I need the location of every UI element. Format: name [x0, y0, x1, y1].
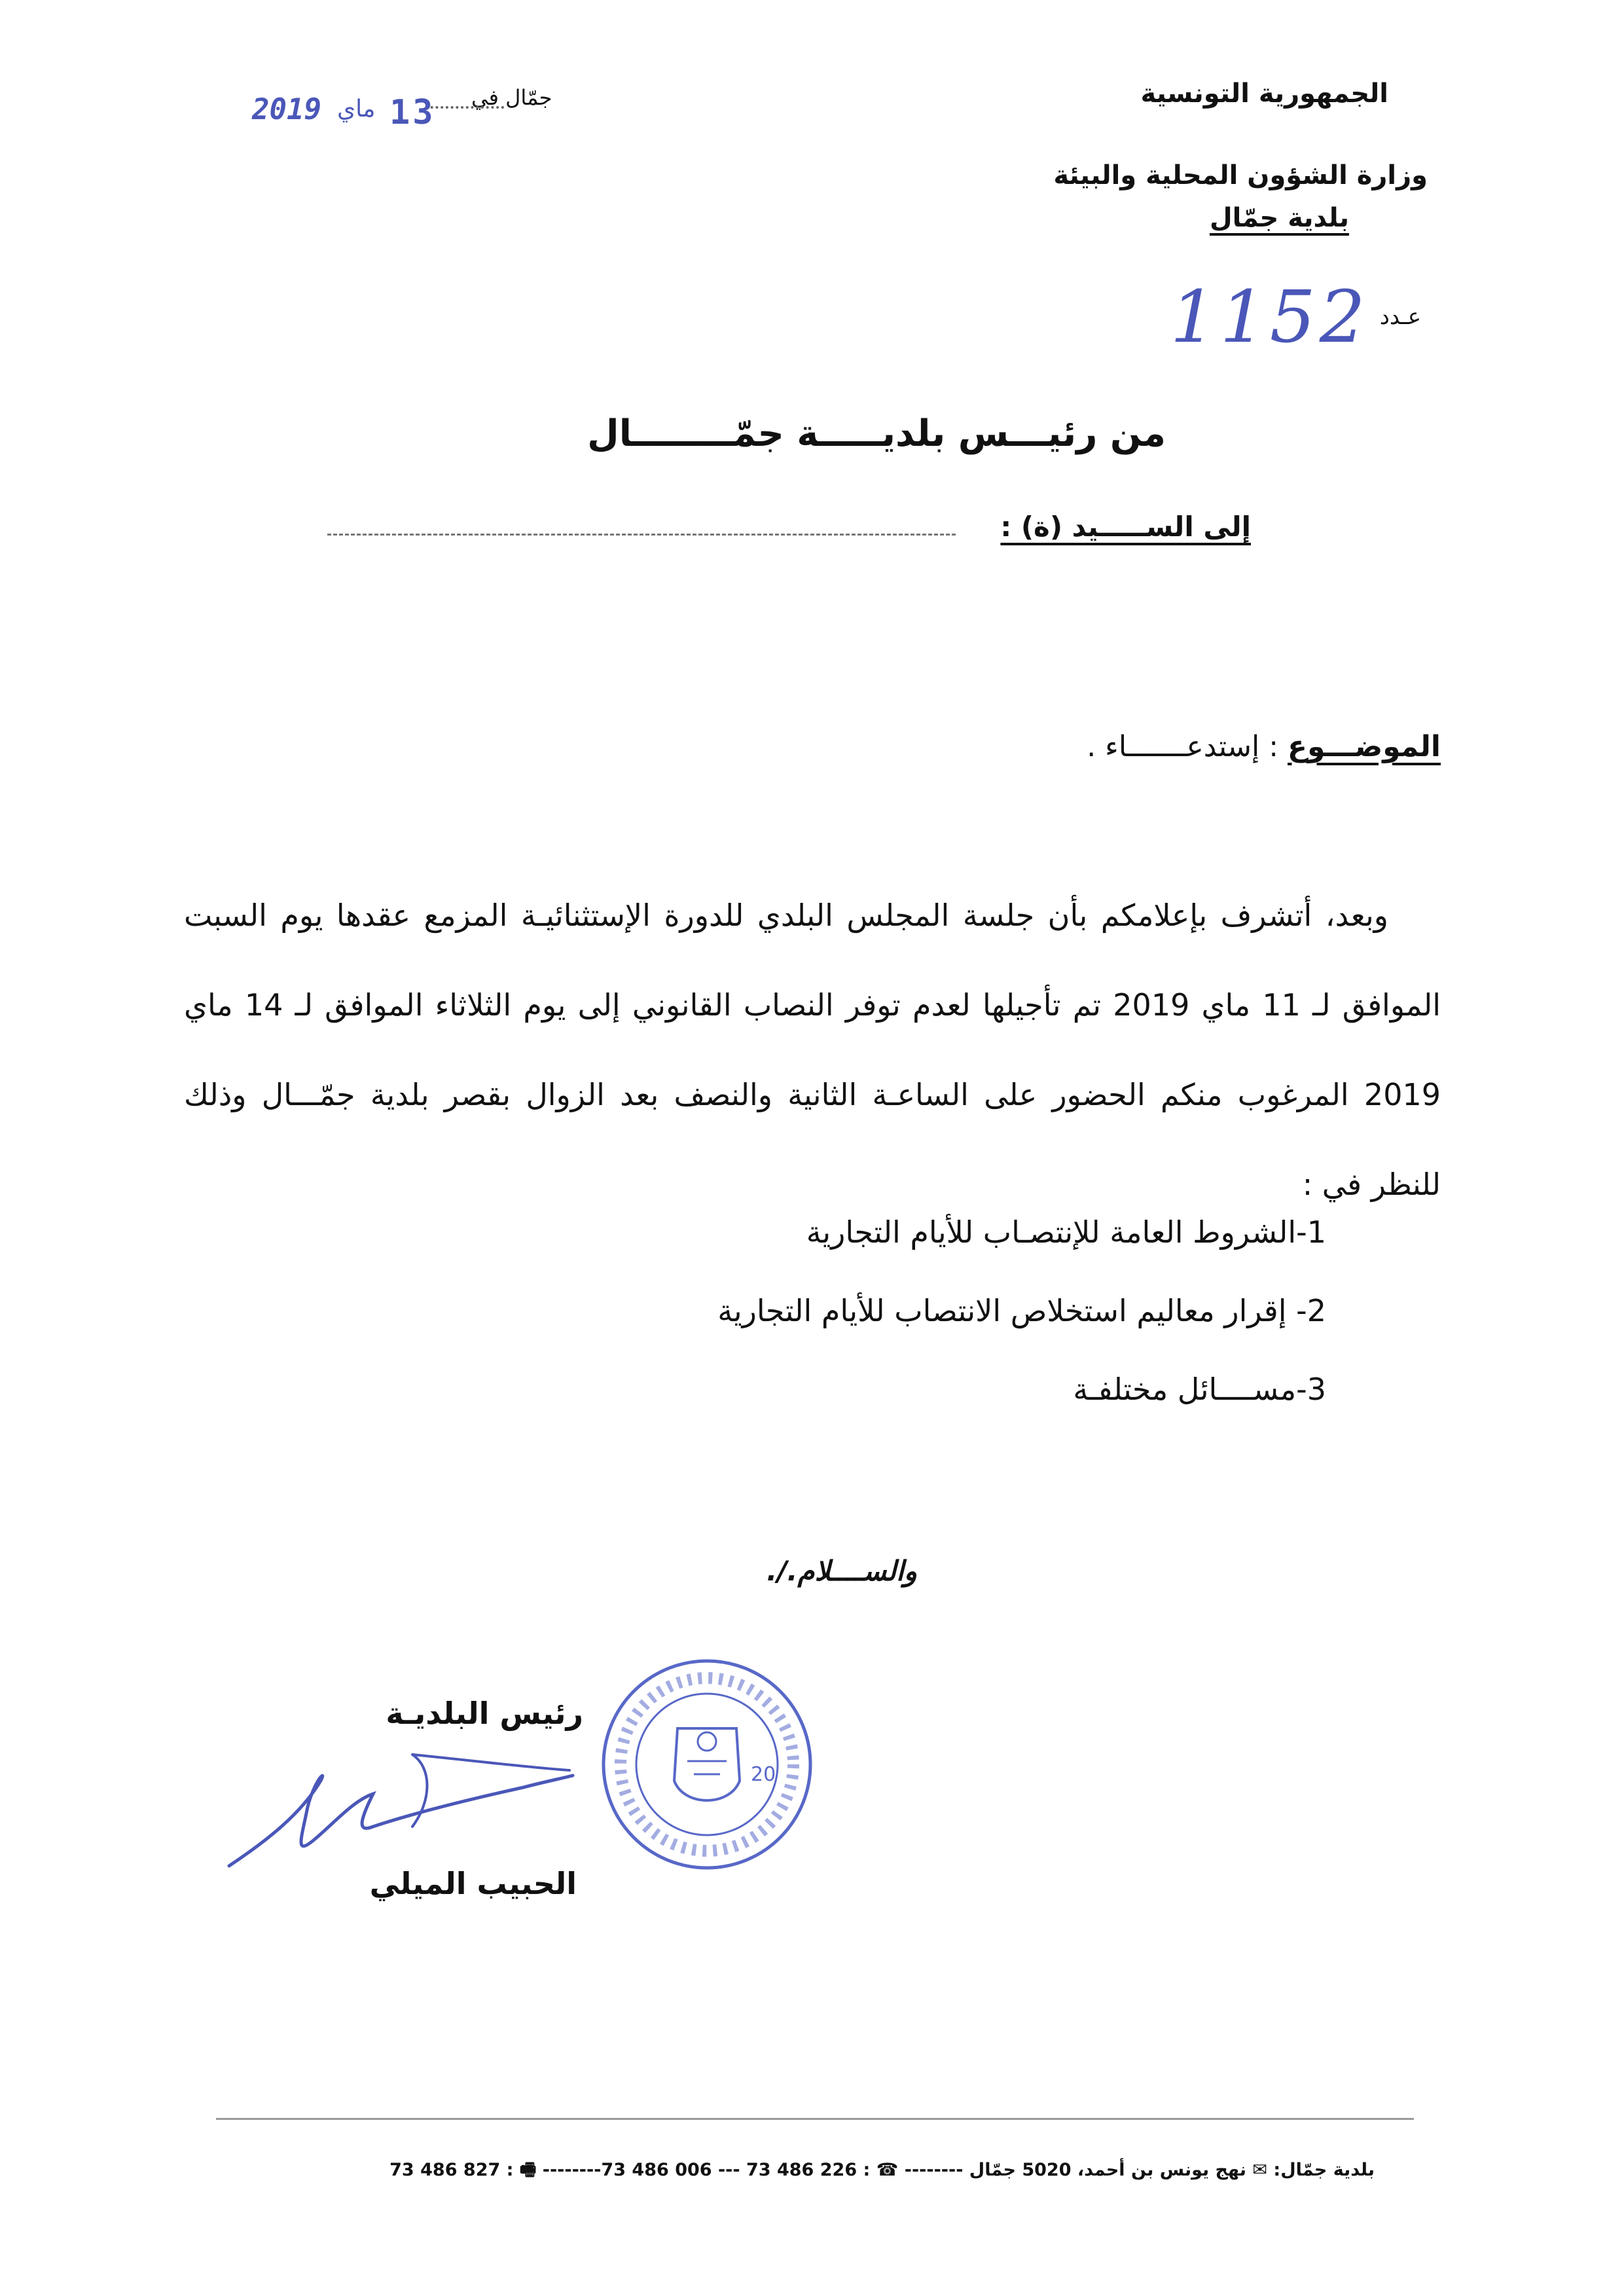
handwritten-signature — [216, 1741, 583, 1879]
subject-line — [1087, 730, 1441, 763]
agenda-item-2: 2- إقرار معاليم استخلاص الانتصاب للأيام التجارية — [717, 1293, 1326, 1328]
subject-value: : إستدعـــــــاء . — [1087, 730, 1279, 763]
subject-label: الموضـــوع — [1288, 730, 1441, 763]
body-paragraph: وبعد، أتشرف بإعلامكم بأن جلسة المجلس البلدي للدورة الإستثنائيـة المزمع عقدها يوم السبت الموافق لـ 11 ماي 2019 تم تأجيلها لعدم توفر النصاب القانوني إلى يوم الثلاثاء الموافق لـ 14 ماي 2019 المرغوب منكم الحضور على الساعـة الثانية والنصف بعد الزوال بقصر بلدية جمّـــال وذلك للنظر في : — [184, 898, 1441, 1202]
reference-number — [1170, 275, 1421, 359]
date-stamp-month: ماي — [337, 96, 376, 122]
agenda-item-3: 3-مســــائل مختلفـة — [1073, 1372, 1326, 1407]
date-prefix: جمّال في — [471, 85, 552, 110]
footer-contact: بلدية جمّال: ✉ نهج يونس بن أحمد، 5020 جمّال -------- ☎ : 226 486 73 --- 006 486 73-------- 🖷 : 827 486 73 — [389, 2160, 1375, 2180]
date-stamp-day: 13 — [389, 93, 436, 132]
reference-number-label: عـدد — [1379, 304, 1421, 330]
sender-line: من رئيـــس بلديـــــة جمّــــــــال — [587, 412, 1166, 455]
agenda-item-1: 1-الشروط العامة للإنتصـاب للأيام التجارية — [806, 1214, 1326, 1250]
recipient-dotted-line — [327, 534, 956, 536]
official-seal-stamp — [599, 1656, 815, 1872]
date-stamp-year: 2019 — [252, 93, 321, 126]
footer-divider — [216, 2118, 1414, 2120]
ministry-title: وزارة الشؤون المحلية والبيئة — [1053, 160, 1428, 191]
seal-emblem-number: 20 — [751, 1763, 776, 1786]
closing-salutation: والســــلام./. — [767, 1555, 917, 1587]
reference-number-value: 1152 — [1170, 275, 1369, 359]
signatory-name: الحبيب الميلي — [369, 1866, 577, 1901]
municipality-title: بلدية جمّال — [1209, 203, 1349, 233]
signature-title: رئيس البلديـة — [386, 1696, 583, 1731]
recipient-label: إلى الســـــيد (ة) : — [1000, 511, 1251, 543]
republic-title: الجمهورية التونسية — [1140, 79, 1388, 109]
date-stamp — [252, 93, 592, 134]
